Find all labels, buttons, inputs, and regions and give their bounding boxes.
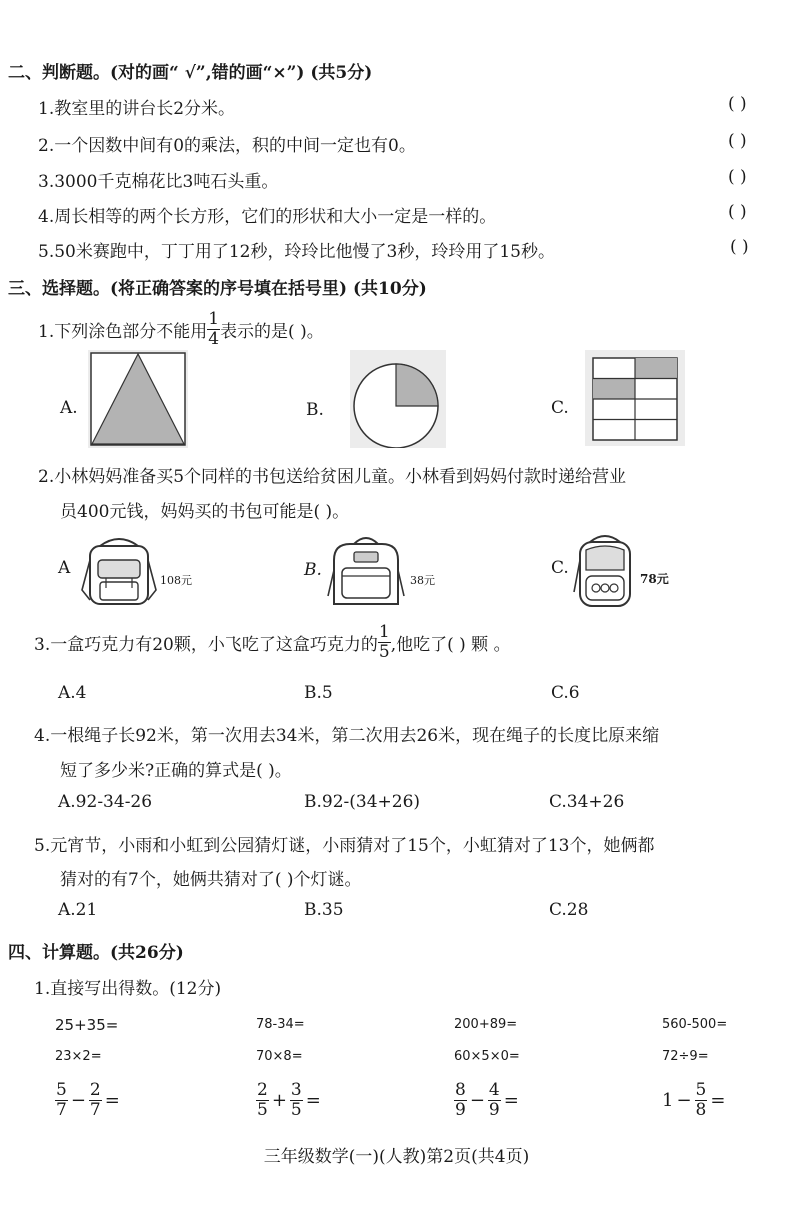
judge-item-3: 3.3000千克棉花比3吨石头重。 bbox=[38, 172, 279, 192]
choice-question-3: 3.一盒巧克力有20颗，小飞吃了这盒巧克力的 $\frac{1}{5}$ ,他吃了( ) 颗 。 bbox=[34, 622, 511, 662]
backpack-a-icon bbox=[80, 530, 158, 606]
choice-question-5-line2: 猜对的有7个，她俩共猜对了( )个灯谜。 bbox=[60, 870, 362, 890]
choice-question-1: 1.下列涂色部分不能用 $\frac{1}{4}$ 表示的是( )。 bbox=[38, 309, 324, 349]
section-2-title: 二、判断题。(对的画“ √”,错的画“×”) (共5分) bbox=[8, 63, 373, 83]
answer-paren-3[interactable]: ( ) bbox=[728, 167, 747, 187]
fraction-one-quarter: $\frac{1}{4}$ bbox=[208, 309, 220, 349]
calc-item-9: $\frac{5}{7}$ − $\frac{2}{7}$ = bbox=[56, 1080, 120, 1120]
q2-option-c-label: C. bbox=[551, 558, 569, 578]
answer-paren-4[interactable]: ( ) bbox=[728, 202, 747, 222]
calc-item-4: 560-500= bbox=[662, 1017, 728, 1032]
calc-item-7: 60×5×0= bbox=[454, 1049, 520, 1064]
q5-option-a: A.21 bbox=[58, 900, 98, 920]
q2-option-a-label: A bbox=[58, 558, 71, 578]
calc-item-11: $\frac{8}{9}$ − $\frac{4}{9}$ = bbox=[455, 1080, 519, 1120]
page-footer: 三年级数学(一)(人教)第2页(共4页) bbox=[263, 1147, 530, 1167]
calc-item-8: 72÷9= bbox=[662, 1049, 709, 1064]
calc-item-6: 70×8= bbox=[256, 1049, 303, 1064]
q4-option-a: A.92-34-26 bbox=[58, 792, 153, 812]
q5-option-c: C.28 bbox=[549, 900, 589, 920]
fraction-one-fifth: $\frac{1}{5}$ bbox=[378, 622, 390, 662]
q4-option-b: B.92-(34+26) bbox=[304, 792, 421, 812]
backpack-a-price: 108元 bbox=[160, 574, 192, 587]
q4-option-c: C.34+26 bbox=[549, 792, 625, 812]
choice-question-4-line2: 短了多少米?正确的算式是( )。 bbox=[60, 761, 292, 781]
calc-item-5: 23×2= bbox=[55, 1049, 102, 1064]
q1-option-c-label: C. bbox=[551, 398, 569, 418]
judge-item-2: 2.一个因数中间有0的乘法，积的中间一定也有0。 bbox=[38, 136, 416, 156]
q2-option-b-label: B. bbox=[304, 560, 322, 580]
choice-question-2-line1: 2.小林妈妈准备买5个同样的书包送给贫困儿童。小林看到妈妈付款时递给营业 bbox=[38, 467, 627, 487]
section-4-title: 四、计算题。(共26分) bbox=[8, 943, 184, 963]
calc-item-1: 25+35= bbox=[55, 1016, 119, 1034]
quarter-circle-figure bbox=[350, 350, 446, 448]
answer-paren-1[interactable]: ( ) bbox=[728, 94, 747, 114]
triangle-in-square-figure bbox=[88, 350, 188, 448]
judge-item-5: 5.50米赛跑中，丁丁用了12秒，玲玲比他慢了3秒，玲玲用了15秒。 bbox=[38, 242, 555, 262]
choice-question-5-line1: 5.元宵节，小雨和小虹到公园猜灯谜，小雨猜对了15个，小虹猜对了13个，她俩都 bbox=[34, 836, 655, 856]
calc-item-2: 78-34= bbox=[256, 1017, 305, 1032]
judge-item-1: 1.教室里的讲台长2分米。 bbox=[38, 99, 236, 119]
answer-paren-5[interactable]: ( ) bbox=[730, 237, 749, 257]
choice-question-2-line2: 员400元钱，妈妈买的书包可能是( )。 bbox=[60, 502, 350, 522]
choice-question-4-line1: 4.一根绳子长92米，第一次用去34米，第二次用去26米，现在绳子的长度比原来缩 bbox=[34, 726, 660, 746]
backpack-b-price: 38元 bbox=[410, 574, 435, 587]
calc-question-1-title: 1.直接写出得数。(12分) bbox=[34, 979, 222, 999]
q1-option-b-label: B. bbox=[306, 400, 324, 420]
backpack-c-price: 78元 bbox=[640, 572, 669, 586]
grid-rectangle-figure bbox=[585, 350, 685, 446]
section-3-title: 三、选择题。(将正确答案的序号填在括号里) (共10分) bbox=[8, 279, 427, 299]
answer-paren-2[interactable]: ( ) bbox=[728, 131, 747, 151]
q3-option-a: A.4 bbox=[58, 683, 87, 703]
calc-item-3: 200+89= bbox=[454, 1017, 518, 1032]
backpack-b-icon bbox=[326, 530, 406, 606]
calc-item-12: 1 − $\frac{5}{8}$ = bbox=[662, 1080, 726, 1120]
q3-option-b: B.5 bbox=[304, 683, 333, 703]
q1-option-a-label: A. bbox=[60, 398, 78, 418]
judge-item-4: 4.周长相等的两个长方形，它们的形状和大小一定是一样的。 bbox=[38, 207, 497, 227]
calc-item-10: $\frac{2}{5}$ + $\frac{3}{5}$ = bbox=[257, 1080, 321, 1120]
q3-option-c: C.6 bbox=[551, 683, 580, 703]
q5-option-b: B.35 bbox=[304, 900, 344, 920]
backpack-c-icon bbox=[572, 530, 638, 608]
